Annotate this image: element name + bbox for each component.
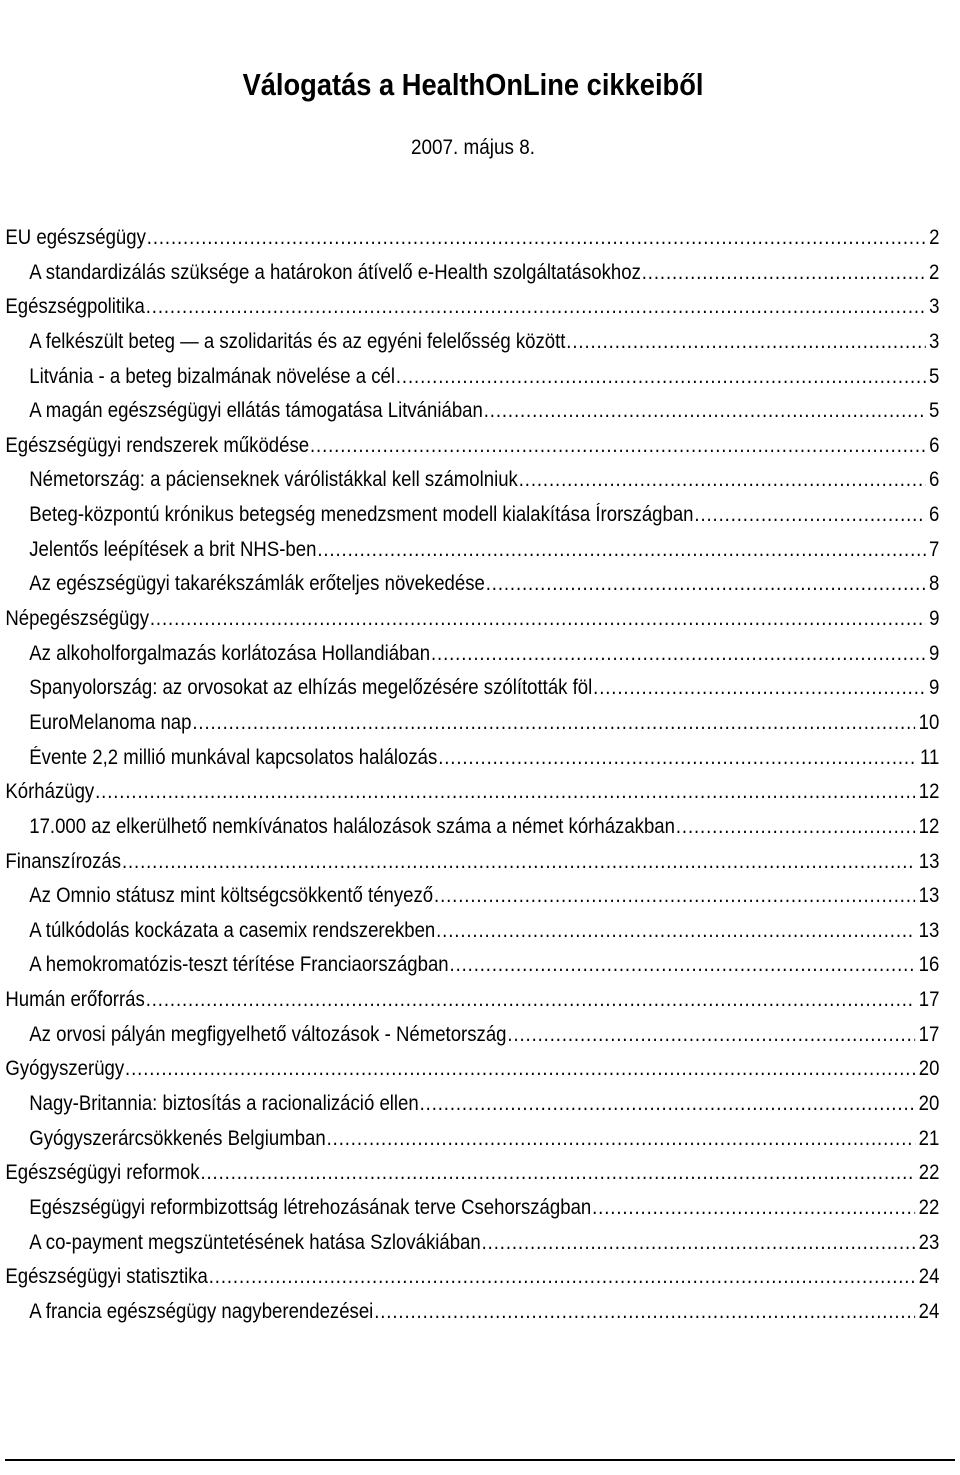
toc-dot-leader bbox=[419, 1087, 914, 1121]
toc-section-entry[interactable] bbox=[0, 221, 960, 256]
toc-page-number[interactable]: 22 bbox=[918, 1195, 939, 1219]
toc-dot-leader bbox=[145, 983, 914, 1017]
toc-entry-line bbox=[29, 498, 939, 532]
toc-entry-title[interactable]: Nagy-Britannia: biztosítás a racionalizáció ellen bbox=[28, 1092, 419, 1116]
toc-page-number[interactable]: 20 bbox=[918, 1092, 939, 1116]
toc-entry-line bbox=[29, 567, 939, 601]
toc-entry-title[interactable]: Gyógyszerárcsökkenés Belgiumban bbox=[28, 1126, 326, 1150]
toc-entry-content bbox=[29, 1191, 939, 1225]
toc-section-entry[interactable] bbox=[0, 1052, 960, 1087]
toc-article-entry[interactable] bbox=[0, 914, 960, 949]
toc-entry-line bbox=[5, 429, 939, 463]
toc-entry-title[interactable]: A francia egészségügy nagyberendezései bbox=[28, 1299, 374, 1323]
toc-article-entry[interactable] bbox=[0, 533, 960, 568]
toc-page-number[interactable]: 20 bbox=[918, 1057, 939, 1081]
toc-article-entry[interactable] bbox=[0, 498, 960, 533]
toc-entry-content bbox=[29, 463, 939, 497]
toc-entry-line bbox=[29, 533, 939, 567]
toc-dot-leader bbox=[146, 221, 925, 255]
toc-dot-leader bbox=[310, 429, 926, 463]
toc-entry-content bbox=[5, 429, 939, 463]
toc-page-number[interactable]: 13 bbox=[918, 918, 939, 942]
toc-entry-line bbox=[29, 1018, 939, 1052]
toc-page-number[interactable]: 5 bbox=[928, 364, 939, 388]
toc-entry-line bbox=[5, 221, 939, 255]
toc-entry-title[interactable]: A túlkódolás kockázata a casemix rendszerekben bbox=[28, 918, 435, 942]
toc-entry-line bbox=[5, 602, 939, 636]
toc-page-number[interactable]: 17 bbox=[918, 988, 939, 1012]
toc-page-number[interactable]: 3 bbox=[928, 329, 939, 353]
toc-entry-title[interactable]: Egészségügyi rendszerek működése bbox=[4, 433, 309, 457]
toc-article-entry[interactable] bbox=[0, 256, 960, 291]
toc-dot-leader bbox=[326, 1122, 914, 1156]
toc-page-number[interactable]: 9 bbox=[928, 676, 939, 700]
toc-entry-line bbox=[29, 394, 939, 428]
toc-entry-title[interactable]: EU egészségügy bbox=[4, 226, 146, 249]
toc-entry-content bbox=[29, 256, 939, 290]
toc-entry-content bbox=[5, 775, 939, 809]
toc-article-entry[interactable] bbox=[0, 567, 960, 602]
toc-entry-content bbox=[29, 1087, 939, 1121]
toc-entry-title[interactable]: Finanszírozás bbox=[4, 849, 121, 873]
toc-page-number[interactable]: 17 bbox=[918, 1022, 939, 1046]
toc-page-number[interactable]: 24 bbox=[918, 1299, 939, 1323]
toc-entry-content bbox=[29, 810, 939, 844]
toc-page-number[interactable]: 21 bbox=[918, 1126, 939, 1150]
toc-section-entry[interactable] bbox=[0, 429, 960, 464]
toc-article-entry[interactable] bbox=[0, 1226, 960, 1261]
toc-entry-line bbox=[5, 290, 939, 324]
toc-entry-content bbox=[29, 637, 939, 671]
toc-entry-content bbox=[29, 1226, 939, 1260]
toc-entry-line bbox=[29, 1191, 939, 1225]
toc-entry-line bbox=[5, 983, 939, 1017]
toc-entry-title[interactable]: A magán egészségügyi ellátás támogatása Litvániában bbox=[28, 399, 483, 423]
toc-page-number[interactable]: 7 bbox=[928, 537, 939, 561]
toc-entry-content bbox=[5, 1156, 939, 1190]
toc-dot-leader bbox=[192, 706, 915, 740]
toc-entry-line bbox=[29, 637, 939, 671]
toc-entry-line bbox=[29, 741, 939, 775]
toc-entry-title[interactable]: Évente 2,2 millió munkával kapcsolatos halálozás bbox=[28, 745, 438, 769]
toc-page-number[interactable]: 23 bbox=[918, 1230, 939, 1254]
toc-article-entry[interactable] bbox=[0, 706, 960, 741]
toc-section-entry[interactable] bbox=[0, 1260, 960, 1295]
toc-entry-line bbox=[5, 1260, 939, 1294]
toc-article-entry[interactable] bbox=[0, 325, 960, 360]
toc-dot-leader bbox=[317, 533, 925, 567]
toc-section-entry[interactable] bbox=[0, 290, 960, 325]
toc-dot-leader bbox=[507, 1018, 915, 1052]
toc-dot-leader bbox=[431, 637, 925, 671]
toc-entry-content bbox=[29, 879, 939, 913]
toc-article-entry[interactable] bbox=[0, 463, 960, 498]
toc-dot-leader bbox=[396, 360, 926, 394]
toc-entry-title[interactable]: Németország: a pácienseknek várólistákkal kell számolniuk bbox=[28, 468, 518, 492]
toc-entry-content bbox=[29, 706, 939, 740]
toc-entry-title[interactable]: Jelentős leépítések a brit NHS-ben bbox=[28, 537, 317, 561]
toc-page-number[interactable]: 24 bbox=[918, 1265, 939, 1289]
toc-entry-content bbox=[29, 498, 939, 532]
toc-entry-content bbox=[5, 1052, 939, 1086]
toc-entry-title[interactable]: Beteg-központú krónikus betegség menedzsment modell kialakítása Írországban bbox=[28, 503, 694, 527]
toc-article-entry[interactable] bbox=[0, 810, 960, 845]
toc-dot-leader bbox=[374, 1295, 915, 1329]
toc-dot-leader bbox=[95, 775, 915, 809]
toc-dot-leader bbox=[676, 810, 915, 844]
toc-entry-title[interactable]: Az Omnio státusz mint költségcsökkentő tényező bbox=[28, 884, 433, 908]
toc-page-number[interactable]: 2 bbox=[928, 260, 939, 284]
toc-page-number[interactable]: 13 bbox=[918, 849, 939, 873]
toc-entry-line bbox=[5, 775, 939, 809]
toc-entry-content bbox=[29, 948, 939, 982]
toc-entry-title[interactable]: Humán erőforrás bbox=[4, 988, 145, 1012]
toc-entry-content bbox=[29, 1018, 939, 1052]
toc-entry-line bbox=[29, 325, 939, 359]
toc-section-entry[interactable] bbox=[0, 1156, 960, 1191]
toc-page-number[interactable]: 6 bbox=[928, 503, 939, 527]
toc-dot-leader bbox=[593, 671, 925, 705]
toc-dot-leader bbox=[436, 914, 915, 948]
toc-entry-title[interactable]: Gyógyszerügy bbox=[4, 1057, 124, 1081]
toc-entry-title[interactable]: Spanyolország: az orvosokat az elhízás megelőzésére szólították föl bbox=[28, 676, 592, 700]
toc-entry-content bbox=[5, 983, 939, 1017]
toc-entry-title[interactable]: Népegészségügy bbox=[4, 607, 149, 631]
toc-entry-line bbox=[5, 1156, 939, 1190]
toc-page-number[interactable]: 9 bbox=[928, 607, 939, 631]
toc-entry-content bbox=[5, 1260, 939, 1294]
toc-entry-title[interactable]: Az alkoholforgalmazás korlátozása Hollandiában bbox=[28, 641, 430, 665]
toc-article-entry[interactable] bbox=[0, 948, 960, 983]
toc-article-entry[interactable] bbox=[0, 1018, 960, 1053]
toc-entry-line bbox=[5, 845, 939, 879]
toc-entry-title[interactable]: Egészségügyi statisztika bbox=[4, 1265, 208, 1289]
toc-entry-title[interactable]: Egészségügyi reformok bbox=[4, 1161, 200, 1185]
toc-page-number[interactable]: 8 bbox=[928, 572, 939, 596]
toc-article-entry[interactable] bbox=[0, 394, 960, 429]
table-of-contents bbox=[0, 221, 960, 1330]
footer-rule bbox=[5, 1459, 955, 1461]
toc-entry-title[interactable]: A felkészült beteg — a szolidaritás és az egyéni felelősség között bbox=[28, 329, 566, 353]
toc-dot-leader bbox=[566, 325, 925, 359]
toc-page-number[interactable]: 3 bbox=[928, 295, 939, 319]
toc-entry-line bbox=[29, 1295, 939, 1329]
toc-dot-leader bbox=[485, 567, 925, 601]
toc-entry-content bbox=[29, 360, 939, 394]
toc-dot-leader bbox=[434, 879, 915, 913]
toc-dot-leader bbox=[483, 394, 925, 428]
toc-entry-title[interactable]: Egészségügyi reformbizottság létrehozásának terve Csehországban bbox=[28, 1195, 591, 1219]
toc-article-entry[interactable] bbox=[0, 1295, 960, 1330]
document-title: Válogatás a HealthOnLine cikkeiből bbox=[242, 66, 704, 102]
toc-page-number[interactable]: 16 bbox=[918, 953, 939, 977]
toc-dot-leader bbox=[449, 948, 915, 982]
toc-dot-leader bbox=[694, 498, 925, 532]
toc-section-entry[interactable] bbox=[0, 845, 960, 880]
toc-page-number[interactable]: 12 bbox=[918, 814, 939, 838]
toc-entry-content bbox=[29, 914, 939, 948]
toc-entry-content bbox=[5, 602, 939, 636]
toc-entry-line bbox=[29, 671, 939, 705]
toc-page-number[interactable]: 11 bbox=[919, 745, 939, 769]
toc-article-entry[interactable] bbox=[0, 741, 960, 776]
toc-page-number[interactable]: 2 bbox=[928, 226, 939, 249]
toc-entry-title[interactable]: Egészségpolitika bbox=[4, 295, 145, 319]
toc-entry-content bbox=[29, 741, 939, 775]
toc-dot-leader bbox=[200, 1156, 915, 1190]
toc-entry-line bbox=[29, 914, 939, 948]
toc-dot-leader bbox=[641, 256, 925, 290]
toc-section-entry[interactable] bbox=[0, 602, 960, 637]
toc-article-entry[interactable] bbox=[0, 1122, 960, 1157]
toc-entry-content bbox=[29, 325, 939, 359]
toc-entry-content bbox=[29, 671, 939, 705]
toc-page-number[interactable]: 12 bbox=[918, 780, 939, 804]
toc-entry-line bbox=[29, 810, 939, 844]
toc-entry-content bbox=[5, 290, 939, 324]
toc-entry-line bbox=[5, 1052, 939, 1086]
toc-entry-line bbox=[29, 360, 939, 394]
toc-entry-line bbox=[29, 948, 939, 982]
toc-dot-leader bbox=[149, 602, 925, 636]
toc-entry-title[interactable]: Az egészségügyi takarékszámlák erőteljes növekedése bbox=[28, 572, 485, 596]
document-date: 2007. május 8. bbox=[410, 136, 535, 159]
toc-entry-content bbox=[29, 1295, 939, 1329]
toc-entry-title[interactable]: Kórházügy bbox=[4, 780, 94, 804]
toc-entry-content bbox=[29, 394, 939, 428]
toc-dot-leader bbox=[518, 463, 925, 497]
toc-entry-title[interactable]: Az orvosi pályán megfigyelhető változások - Németország bbox=[28, 1022, 507, 1046]
toc-article-entry[interactable] bbox=[0, 1191, 960, 1226]
toc-article-entry[interactable] bbox=[0, 637, 960, 672]
toc-page-number[interactable]: 5 bbox=[928, 399, 939, 423]
toc-entry-line bbox=[29, 256, 939, 290]
toc-entry-content bbox=[5, 221, 939, 255]
toc-entry-line bbox=[29, 1226, 939, 1260]
toc-entry-line bbox=[29, 1122, 939, 1156]
toc-entry-title[interactable]: EuroMelanoma nap bbox=[28, 710, 192, 734]
toc-page-number[interactable]: 22 bbox=[918, 1161, 939, 1185]
toc-page-number[interactable]: 6 bbox=[928, 468, 939, 492]
toc-entry-content bbox=[29, 533, 939, 567]
toc-dot-leader bbox=[592, 1191, 915, 1225]
toc-entry-line bbox=[29, 706, 939, 740]
toc-entry-title[interactable]: A co-payment megszüntetésének hatása Szlovákiában bbox=[28, 1230, 481, 1254]
toc-article-entry[interactable] bbox=[0, 671, 960, 706]
toc-entry-line bbox=[29, 879, 939, 913]
toc-article-entry[interactable] bbox=[0, 360, 960, 395]
toc-page-number[interactable]: 10 bbox=[918, 710, 939, 734]
toc-article-entry[interactable] bbox=[0, 879, 960, 914]
toc-dot-leader bbox=[481, 1226, 914, 1260]
toc-dot-leader bbox=[145, 290, 925, 324]
toc-entry-content bbox=[29, 567, 939, 601]
toc-page-number[interactable]: 13 bbox=[918, 884, 939, 908]
toc-page-number[interactable]: 9 bbox=[928, 641, 939, 665]
toc-page-number[interactable]: 6 bbox=[928, 433, 939, 457]
toc-entry-title[interactable]: 17.000 az elkerülhető nemkívánatos halálozások száma a német kórházakban bbox=[28, 814, 675, 838]
toc-entry-title[interactable]: Litvánia - a beteg bizalmának növelése a cél bbox=[28, 364, 395, 388]
toc-entry-title[interactable]: A standardizálás szüksége a határokon átívelő e-Health szolgáltatásokhoz bbox=[28, 260, 641, 284]
toc-dot-leader bbox=[208, 1260, 914, 1294]
toc-section-entry[interactable] bbox=[0, 775, 960, 810]
toc-entry-line bbox=[29, 463, 939, 497]
toc-dot-leader bbox=[122, 845, 915, 879]
toc-entry-title[interactable]: A hemokromatózis-teszt térítése Franciaországban bbox=[28, 953, 449, 977]
toc-dot-leader bbox=[438, 741, 916, 775]
toc-entry-content bbox=[29, 1122, 939, 1156]
toc-entry-content bbox=[5, 845, 939, 879]
toc-dot-leader bbox=[125, 1052, 915, 1086]
toc-section-entry[interactable] bbox=[0, 983, 960, 1018]
toc-article-entry[interactable] bbox=[0, 1087, 960, 1122]
toc-entry-line bbox=[29, 1087, 939, 1121]
